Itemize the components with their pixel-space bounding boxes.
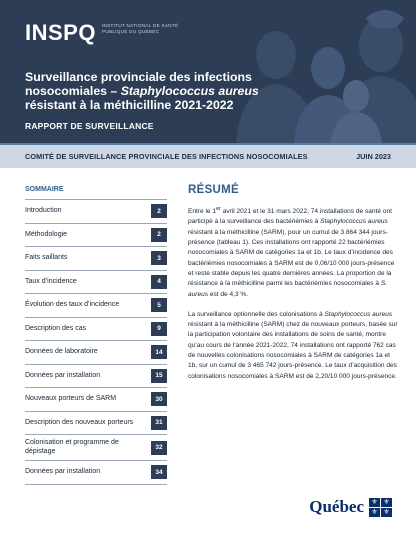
logo-subtitle: INSTITUT NATIONAL DE SANTÉ PUBLIQUE DU QUÉBEC [101,23,179,34]
toc-page-number: 3 [151,251,167,265]
toc-item-label: Données par installation [25,371,101,379]
fleur-de-lis-flag-icon [369,498,392,517]
toc-page-number: 31 [151,416,167,430]
quebec-wordmark: Québec [309,497,364,516]
toc-list [25,199,167,485]
p1-text-b: avril 2021 et le 31 mars 2022, 74 installations de santé ont participé à la surveillance des bactériémies à [188,208,392,226]
toc-heading: SOMMAIRE [25,186,64,193]
fleur-de-lis-icon: ⚜ [381,508,392,517]
title-part-1: Surveillance provinciale des infections nosocomiales – [25,70,252,98]
committee-bar [0,143,416,168]
p1-text-a: Entre le 1 [188,208,217,216]
toc-item-nouveaux-porteurs[interactable] [25,388,167,412]
logo-wordmark: INSPQ [25,20,96,45]
title-part-2: résistant à la méthicilline 2021-2022 [25,98,234,112]
toc-item-description-nouveaux-porteurs[interactable] [25,412,167,436]
toc-item-label: Nouveaux porteurs de SARM [25,395,117,402]
fleur-de-lis-icon: ⚜ [369,508,380,517]
toc-item-description-cas[interactable] [25,318,167,342]
toc-item-label: Méthodologie [25,230,68,238]
toc-page-number: 30 [151,392,167,406]
fleur-de-lis-icon: ⚜ [381,498,392,507]
p2-text-a: La surveillance optionnelle des colonisations à [188,310,325,318]
cover-header [0,0,416,143]
toc-item-label: Description des nouveaux porteurs [25,418,134,426]
toc-item-label: Introduction [25,207,62,214]
toc-item-faits-saillants[interactable] [25,247,167,271]
toc-item-label: Description des cas [25,324,87,332]
summary-section [188,184,398,392]
toc-item-label: Colonisation et programme de dépistage [25,439,119,455]
toc-page-number: 4 [151,275,167,289]
toc-page-number: 15 [151,369,167,383]
toc-item-evolution-taux[interactable] [25,294,167,318]
document-title [25,70,295,112]
toc-item-label: Données par installation [25,468,101,475]
toc-item-methodologie[interactable] [25,224,167,248]
toc-item-donnees-laboratoire[interactable] [25,341,167,365]
toc-page-number: 32 [151,441,167,455]
fleur-de-lis-icon: ⚜ [369,498,380,507]
inspq-logo [25,22,182,44]
p1-text-d: est de 4,3 %. [208,290,249,298]
report-type: RAPPORT DE SURVEILLANCE [25,121,154,131]
summary-paragraph-2 [188,310,398,382]
p1-species: Staphylococcus aureus [320,218,388,226]
summary-paragraph-1 [188,204,398,300]
toc-item-introduction[interactable] [25,200,167,224]
toc-page-number: 9 [151,322,167,336]
toc-page-number: 2 [151,204,167,218]
toc-item-label: Évolution des taux d’incidence [25,301,120,308]
toc-page-number: 34 [151,465,167,479]
toc-item-donnees-installation[interactable] [25,365,167,389]
summary-heading: RÉSUMÉ [188,184,240,196]
publication-date: JUIN 2023 [356,152,391,161]
toc-item-colonisation-depistage[interactable] [25,435,167,461]
title-species: Staphylococcus aureus [120,84,259,98]
p1-species-abbrev: S. aureus [188,280,388,298]
p2-species: Staphylococcus aureus [324,310,393,318]
toc-item-taux-incidence[interactable] [25,271,167,295]
p1-text-c: résistant à la méthicilline (SARM), pour un cumul de 3 864 344 jours-présence (tableau 1). Ces installations ont rapporté 22 bactériémies nosocomiales à SARM de catégories 1a et 1b. Le taux d’incidence des bactériémies nosocomiales à SARM est de 0,06/10 000 jours-présence et reste stable depuis les quatre dernières années. La proportion de la résistance à la méthicilline parmi les bactériémies nosocomiales à [188,228,395,288]
quebec-government-logo [309,497,392,517]
toc-item-label: Données de laboratoire [25,348,98,355]
committee-name: COMITÉ DE SURVEILLANCE PROVINCIALE DES INFECTIONS NOSOCOMIALES [25,152,308,161]
toc-item-label: Faits saillants [25,254,68,261]
toc-page-number: 5 [151,298,167,312]
toc-page-number: 2 [151,228,167,242]
toc-item-label: Taux d’incidence [25,277,77,285]
table-of-contents [25,186,167,485]
toc-item-donnees-installation-2[interactable] [25,461,167,485]
p2-text-b: résistant à la méthicilline (SARM) chez de nouveaux porteurs, basée sur la participation volontaire des installations de soins de santé, montre qu’au cours de l’année 2021-2022, 74 installations ont rapporté 762 cas de nouvelles colonisations nosocomiales à SARM de catégories 1a et 1b, sur un cumul de 3 465 742 jours-présence. Le taux d’acquisition des colonisations nosocomiales à SARM est de 2,20/10 000 jours-présence. [188,321,398,380]
p1-superscript: er [216,206,221,212]
toc-page-number: 14 [151,345,167,359]
